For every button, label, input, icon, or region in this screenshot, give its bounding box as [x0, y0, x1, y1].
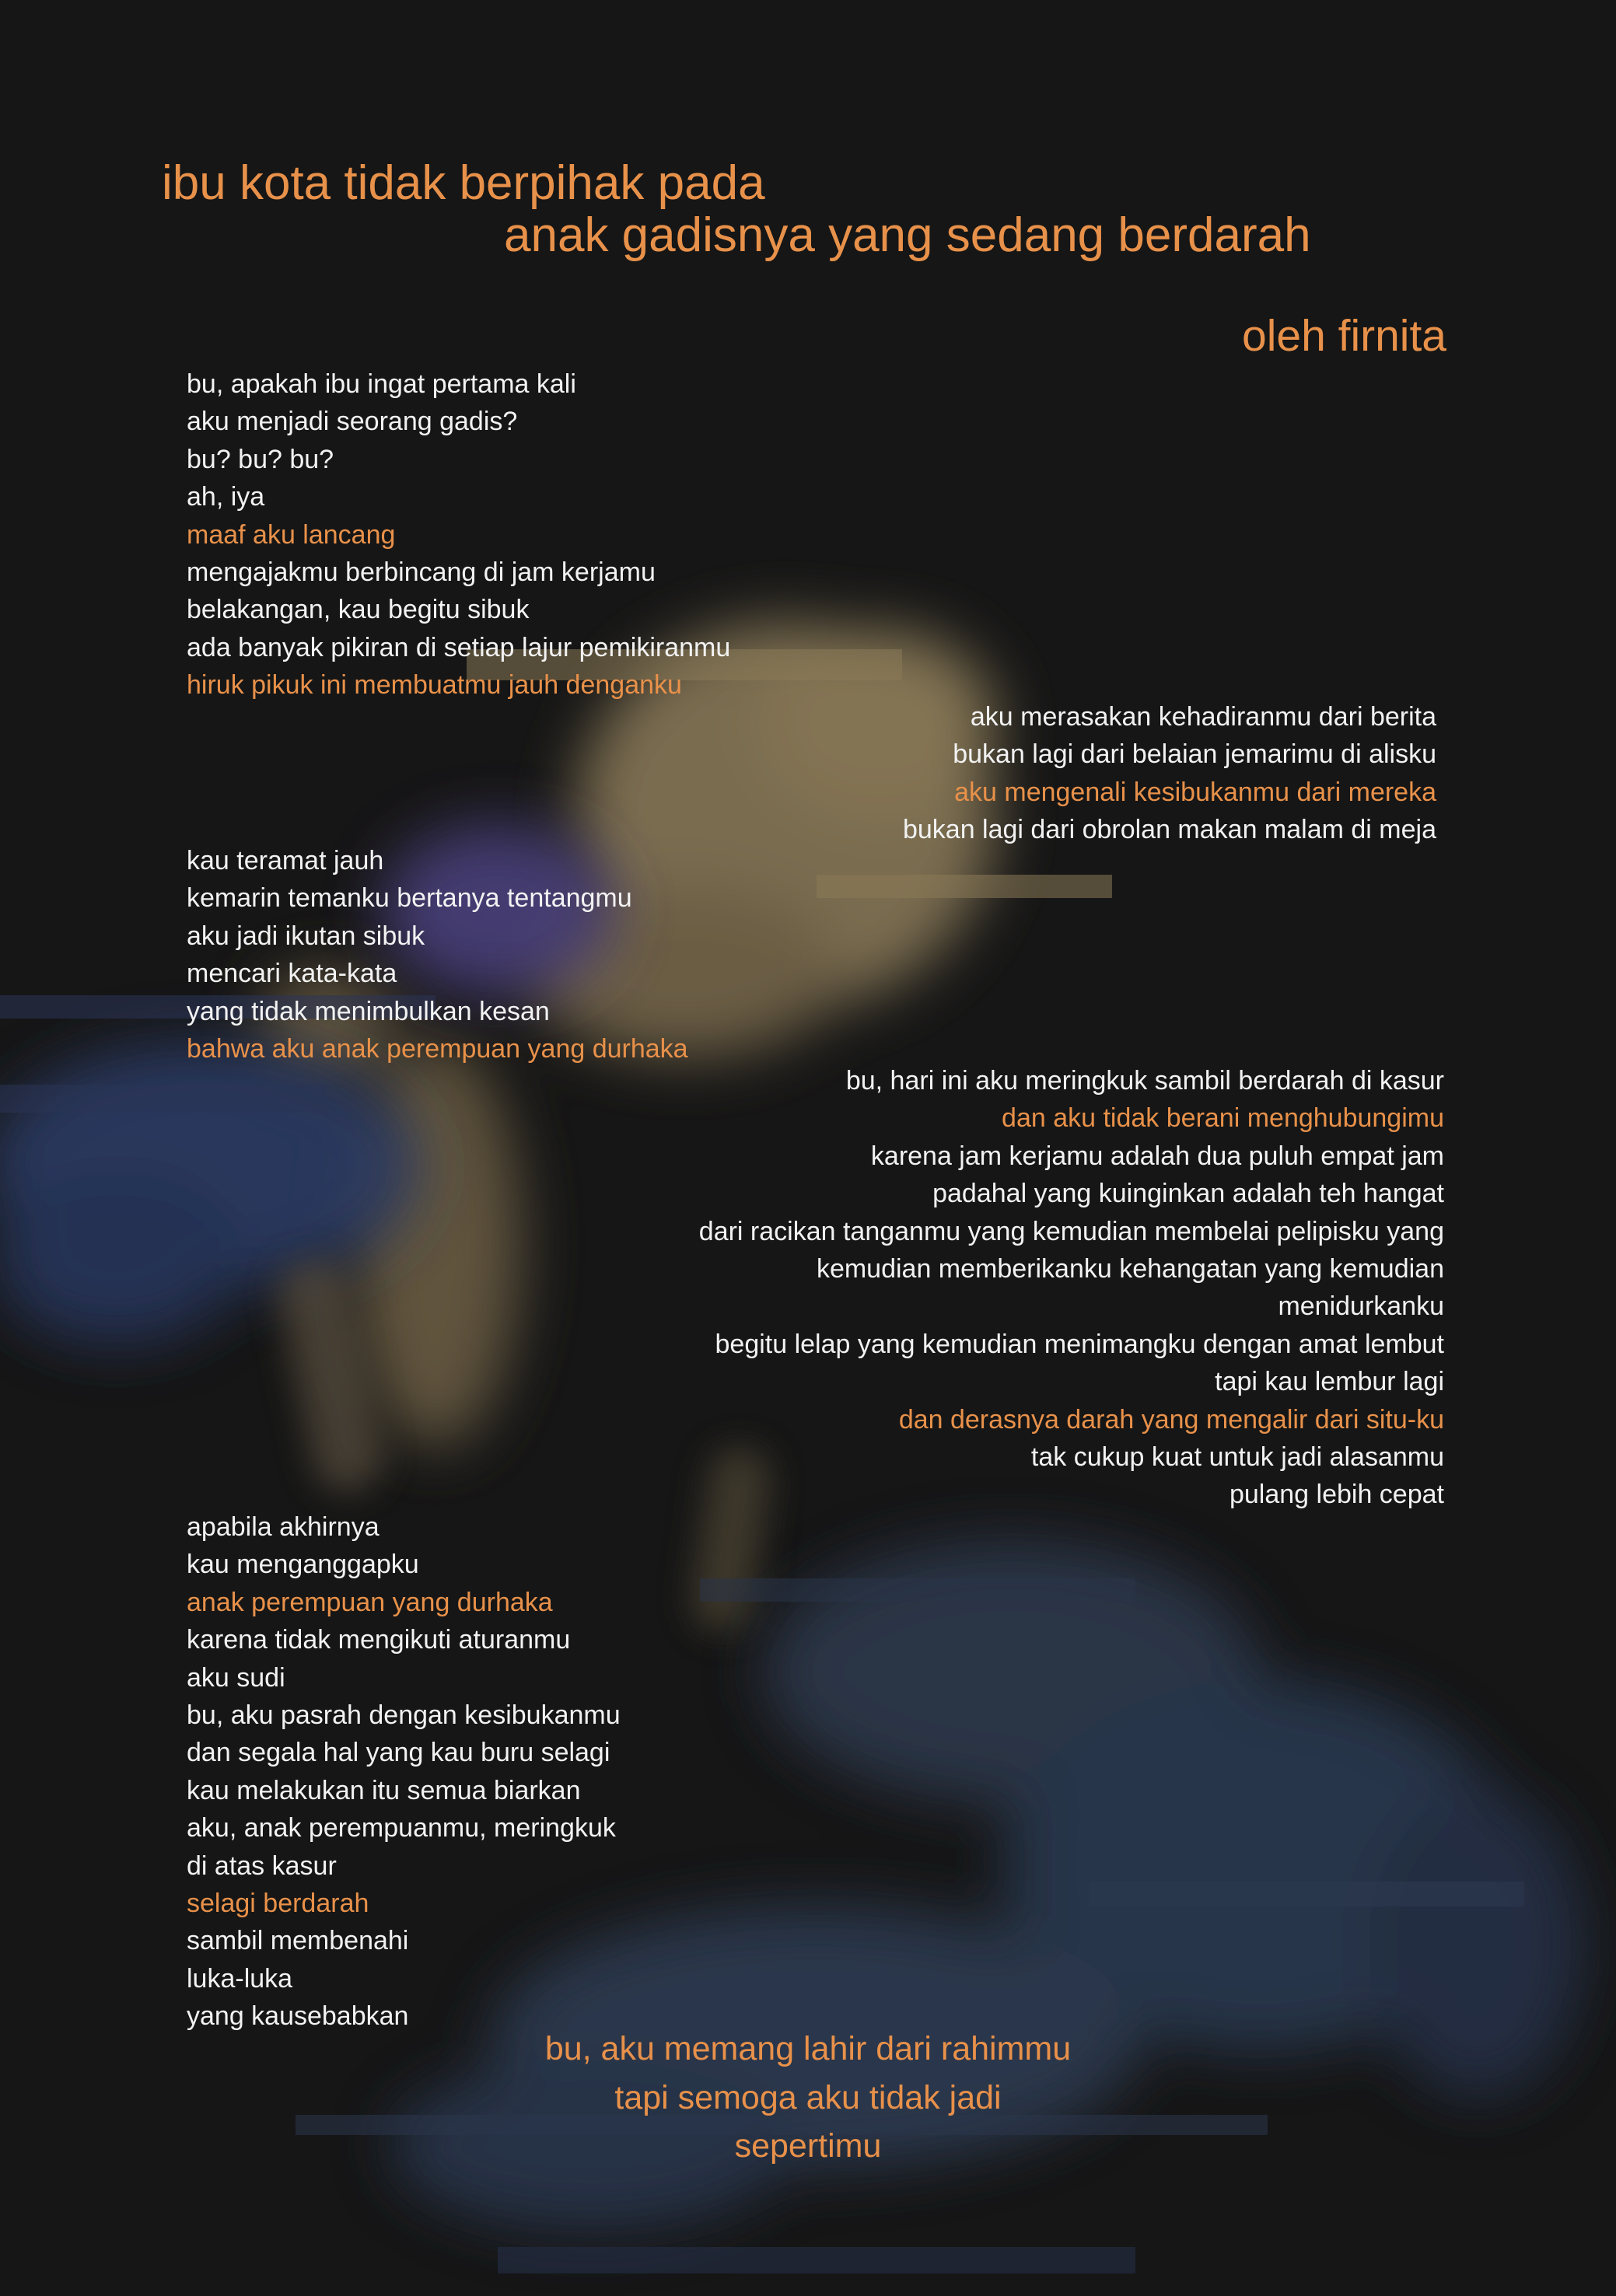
stanza-1 — [187, 365, 730, 704]
poem-line: kemarin temanku bertanya tentangmu — [187, 883, 632, 914]
poem-line: bu, apakah ibu ingat pertama kali — [187, 369, 576, 399]
poem-line: ada banyak pikiran di setiap lajur pemikiranmu — [187, 632, 731, 662]
poem-line: apabila akhirnya — [187, 1512, 380, 1542]
poem-line: bukan lagi dari obrolan makan malam di meja — [902, 815, 1436, 845]
poem-line-highlight: maaf aku lancang — [187, 519, 396, 550]
poem-title-line-1: ibu kota tidak berpihak pada — [162, 156, 765, 210]
poem-line-highlight: dan aku tidak berani menghubungimu — [1002, 1103, 1444, 1134]
poem-line: tak cukup kuat untuk jadi alasanmu — [1030, 1442, 1444, 1472]
poem-line: mencari kata-kata — [187, 959, 397, 989]
poem-line: karena jam kerjamu adalah dua puluh empat jam — [870, 1141, 1444, 1171]
poem-line: yang tidak menimbulkan kesan — [187, 996, 550, 1026]
stanza-5 — [187, 1508, 621, 2035]
closing-line: bu, aku memang lahir dari rahimmu — [544, 2030, 1072, 2067]
stanza-3 — [187, 842, 688, 1068]
poem-line: yang kausebabkan — [187, 2001, 409, 2032]
poem-line: belakangan, kau begitu sibuk — [187, 595, 530, 625]
poem-line: aku, anak perempuanmu, meringkuk — [187, 1813, 616, 1843]
poem-line: menidurkanku — [1278, 1291, 1444, 1322]
poem-line: luka-luka — [187, 1963, 293, 1994]
poem-line: padahal yang kuinginkan adalah teh hangat — [932, 1179, 1444, 1209]
poem-line: aku menjadi seorang gadis? — [187, 407, 518, 437]
poem-line: bu, aku pasrah dengan kesibukanmu — [187, 1700, 621, 1730]
poem-line: bu, hari ini aku meringkuk sambil berdarah di kasur — [845, 1066, 1444, 1096]
poem-line: dari racikan tanganmu yang kemudian membelai pelipisku yang — [698, 1216, 1444, 1246]
poem-line: aku jadi ikutan sibuk — [187, 921, 425, 951]
poem-line-highlight: anak perempuan yang durhaka — [187, 1587, 553, 1617]
closing-line: tapi semoga aku tidak jadi — [614, 2078, 1002, 2116]
poem-line-highlight: bahwa aku anak perempuan yang durhaka — [187, 1033, 688, 1064]
closing-stanza — [0, 2025, 1616, 2171]
poem-title-line-2: anak gadisnya yang sedang berdarah — [504, 208, 1311, 262]
closing-line: sepertimu — [734, 2127, 882, 2165]
author-byline: oleh firnita — [1242, 311, 1446, 361]
poem-line: begitu lelap yang kemudian menimangku dengan amat lembut — [715, 1329, 1444, 1359]
poem-line: aku sudi — [187, 1662, 285, 1693]
poem-line: bukan lagi dari belaian jemarimu di alisku — [953, 739, 1436, 770]
poem-line-highlight: hiruk pikuk ini membuatmu jauh denganku — [187, 670, 682, 701]
poem-line: ah, iya — [187, 482, 265, 512]
poem-line: aku merasakan kehadiranmu dari berita — [970, 702, 1436, 732]
poem-line: kau menganggapku — [187, 1550, 419, 1580]
poem-line: mengajakmu berbincang di jam kerjamu — [187, 557, 656, 587]
poem-line-highlight: selagi berdarah — [187, 1888, 369, 1918]
poem-line: dan segala hal yang kau buru selagi — [187, 1738, 610, 1768]
poem-line: kau melakukan itu semua biarkan — [187, 1775, 581, 1805]
poem-line-highlight: dan derasnya darah yang mengalir dari situ-ku — [898, 1404, 1444, 1435]
poem-line: kemudian memberikanku kehangatan yang kemudian — [816, 1253, 1444, 1284]
poem-line: tapi kau lembur lagi — [1215, 1367, 1444, 1397]
stanza-2 — [903, 698, 1436, 849]
poem-line: kau teramat jauh — [187, 846, 384, 875]
poem-line: di atas kasur — [187, 1850, 337, 1881]
poem-line-highlight: aku mengenali kesibukanmu dari mereka — [954, 777, 1436, 807]
poem-line: karena tidak mengikuti aturanmu — [187, 1625, 571, 1655]
stanza-4 — [699, 1062, 1444, 1514]
poem-line: bu? bu? bu? — [187, 444, 334, 474]
poem-line: pulang lebih cepat — [1229, 1480, 1444, 1510]
poem-line: sambil membenahi — [187, 1926, 409, 1956]
